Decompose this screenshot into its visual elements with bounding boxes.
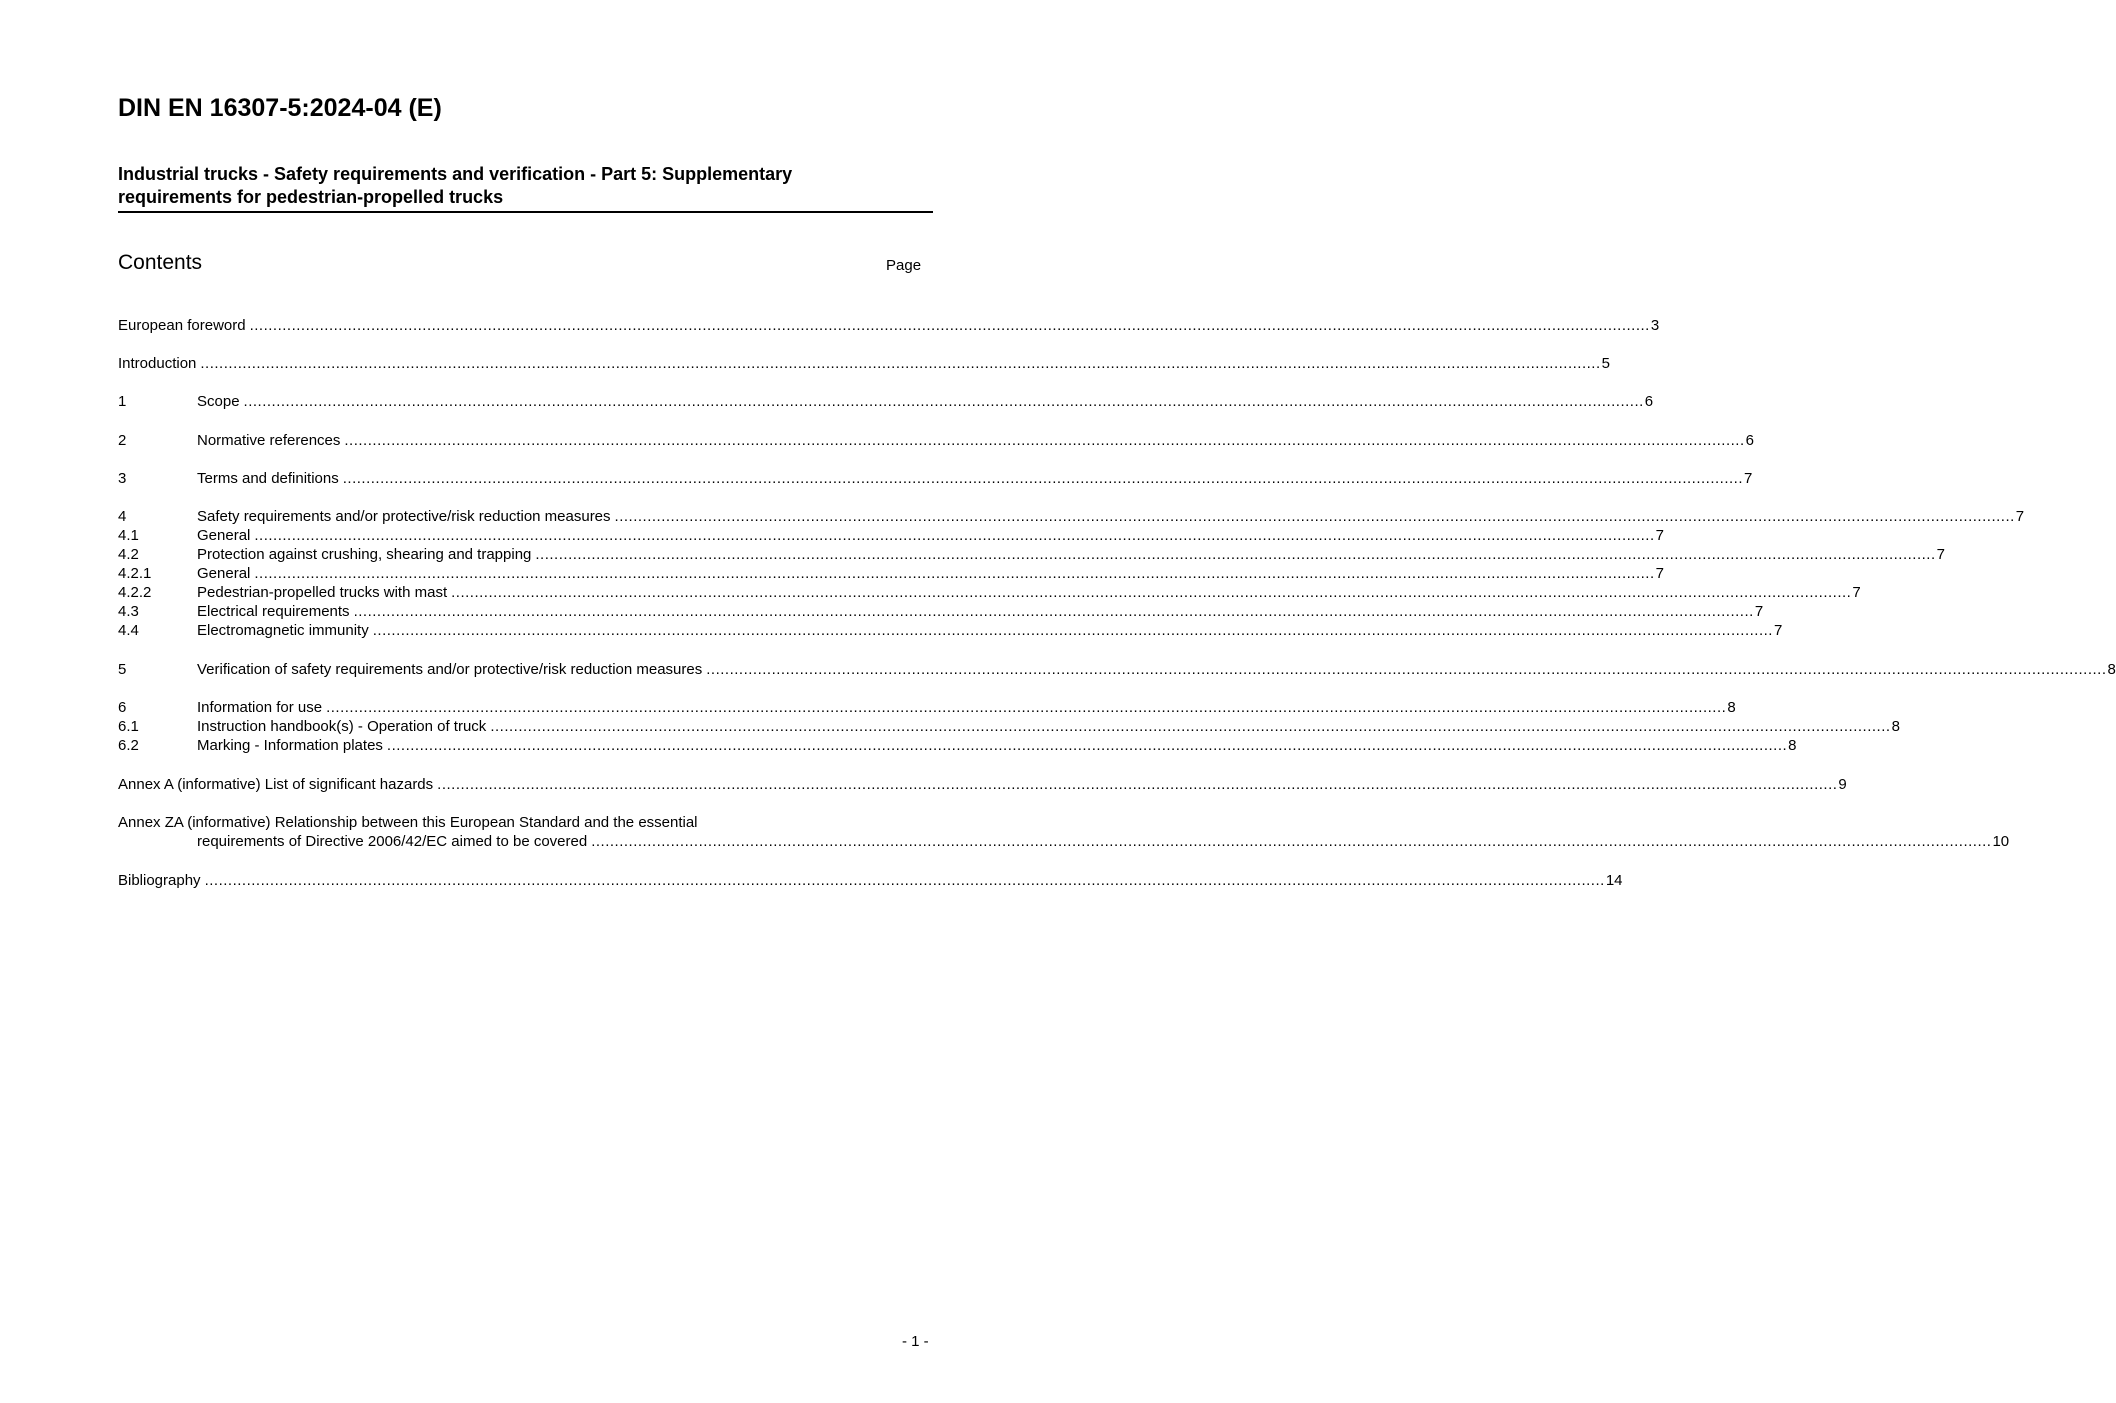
toc-leader: ............................................................................................................................................................................................................................................................................................................	[437, 776, 1838, 793]
toc-leader: ............................................................................................................................................................................................................................................................................................................	[535, 546, 1936, 563]
toc-page: 6	[1745, 432, 1754, 449]
toc-page: 7	[1852, 584, 1861, 601]
toc-number: 4.2.2	[118, 584, 152, 601]
toc-leader: ............................................................................................................................................................................................................................................................................................................	[243, 393, 1644, 410]
toc-title: Normative references	[197, 432, 341, 449]
toc-title: Marking - Information plates	[197, 737, 383, 754]
toc-leader: ............................................................................................................................................................................................................................................................................................................	[451, 584, 1852, 601]
toc-title: Protection against crushing, shearing and trapping	[197, 546, 532, 563]
toc-title: General	[197, 527, 251, 544]
toc-page: 7	[2015, 508, 2025, 525]
toc-leader: ............................................................................................................................................................................................................................................................................................................	[254, 527, 1655, 544]
toc-number: 4	[118, 508, 127, 525]
document-title-line-1: Industrial trucks - Safety requirements and verification - Part 5: Supplementary	[118, 164, 793, 184]
toc-page: 5	[1601, 355, 1610, 372]
toc-leader: ............................................................................................................................................................................................................................................................................................................	[254, 565, 1655, 582]
toc-number: 4.1	[118, 527, 139, 544]
toc-number: 6	[118, 699, 127, 716]
toc-entry[interactable]	[118, 698, 1736, 717]
document-id: DIN EN 16307-5:2024-04 (E)	[118, 94, 442, 122]
toc-number: 3	[118, 470, 127, 487]
toc-page: 7	[1655, 527, 1664, 544]
toc-leader: ............................................................................................................................................................................................................................................................................................................	[249, 317, 1650, 334]
toc-page: 8	[2107, 661, 2116, 678]
toc-title: Introduction	[118, 355, 197, 372]
toc-number: 6.2	[118, 737, 139, 754]
toc-entry[interactable]	[118, 316, 1660, 335]
toc-title: Bibliography	[118, 872, 201, 889]
contents-heading: Contents	[118, 251, 203, 274]
toc-title: Instruction handbook(s) - Operation of truck	[197, 718, 487, 735]
toc-title: General	[197, 565, 251, 582]
toc-page: 7	[1655, 565, 1664, 582]
toc-page: 10	[1992, 833, 2010, 850]
toc-page: 14	[1605, 872, 1623, 889]
toc-page: 8	[1788, 737, 1797, 754]
toc-entry-annex-za-line-1[interactable]: Annex ZA (informative) Relationship between this European Standard and the essential	[118, 814, 698, 831]
toc-entry[interactable]	[118, 832, 2010, 851]
toc-leader: ............................................................................................................................................................................................................................................................................................................	[204, 872, 1605, 889]
toc-number: 2	[118, 432, 127, 449]
toc-entry[interactable]	[118, 507, 2025, 526]
toc-number: 6.1	[118, 718, 139, 735]
toc-page: 6	[1644, 393, 1654, 410]
toc-leader: ............................................................................................................................................................................................................................................................................................................	[326, 699, 1727, 716]
toc-title: Safety requirements and/or protective/risk reduction measures	[197, 508, 611, 525]
toc-entry[interactable]	[118, 660, 2116, 679]
toc-page: 7	[1936, 546, 1945, 563]
toc-page: 7	[1744, 470, 1753, 487]
toc-number: 4.2.1	[118, 565, 152, 582]
toc-title: Pedestrian-propelled trucks with mast	[197, 584, 448, 601]
toc-entry[interactable]	[118, 545, 1945, 564]
page-column-heading: Page	[886, 257, 922, 274]
toc-entry[interactable]	[118, 526, 1664, 545]
toc-number: 4.3	[118, 603, 139, 620]
toc-number: 4.4	[118, 622, 139, 639]
toc-title: European foreword	[118, 317, 246, 334]
toc-leader: ............................................................................................................................................................................................................................................................................................................	[591, 833, 1992, 850]
toc-page: 8	[1727, 699, 1736, 716]
toc-entry[interactable]	[118, 469, 1753, 488]
toc-entry[interactable]	[118, 871, 1623, 890]
toc-leader: ............................................................................................................................................................................................................................................................................................................	[342, 470, 1743, 487]
toc-page: 9	[1838, 776, 1847, 793]
toc-title: Electrical requirements	[197, 603, 350, 620]
toc-leader: ............................................................................................................................................................................................................................................................................................................	[706, 661, 2107, 678]
toc-title: Scope	[197, 393, 240, 410]
toc-page: 3	[1650, 317, 1660, 334]
toc-entry[interactable]	[118, 583, 1861, 602]
toc-leader: ............................................................................................................................................................................................................................................................................................................	[344, 432, 1745, 449]
toc-number: 5	[118, 661, 127, 678]
toc-page: 7	[1773, 622, 1783, 639]
document-title	[118, 163, 933, 213]
document-title-line-2: requirements for pedestrian-propelled trucks	[118, 187, 504, 207]
toc-entry[interactable]	[118, 431, 1754, 450]
toc-entry[interactable]	[118, 564, 1664, 583]
toc-page: 7	[1754, 603, 1764, 620]
toc-entry[interactable]	[118, 717, 1900, 736]
toc-entry[interactable]	[118, 621, 1783, 640]
toc-entry[interactable]	[118, 775, 1847, 794]
toc-title: Information for use	[197, 699, 323, 716]
toc-leader: ............................................................................................................................................................................................................................................................................................................	[372, 622, 1773, 639]
toc-entry[interactable]	[118, 736, 1797, 755]
page-number-footer: - 1 -	[902, 1333, 929, 1350]
toc-leader: ............................................................................................................................................................................................................................................................................................................	[200, 355, 1601, 372]
toc-number: 1	[118, 393, 127, 410]
toc-leader: ............................................................................................................................................................................................................................................................................................................	[353, 603, 1754, 620]
toc-leader: ............................................................................................................................................................................................................................................................................................................	[386, 737, 1788, 754]
toc-leader: ............................................................................................................................................................................................................................................................................................................	[490, 718, 1891, 735]
toc-entry[interactable]	[118, 354, 1610, 373]
toc-entry[interactable]	[118, 602, 1764, 621]
toc-title: Terms and definitions	[197, 470, 339, 487]
toc-page: 8	[1891, 718, 1900, 735]
toc-title: requirements of Directive 2006/42/EC aimed to be covered	[197, 833, 588, 850]
toc-leader: ............................................................................................................................................................................................................................................................................................................	[614, 508, 2015, 525]
toc-number: 4.2	[118, 546, 139, 563]
toc-title: Verification of safety requirements and/or protective/risk reduction measures	[197, 661, 703, 678]
toc-title: Electromagnetic immunity	[197, 622, 369, 639]
toc-title: Annex A (informative) List of significant hazards	[118, 776, 434, 793]
toc-entry[interactable]	[118, 392, 1654, 411]
